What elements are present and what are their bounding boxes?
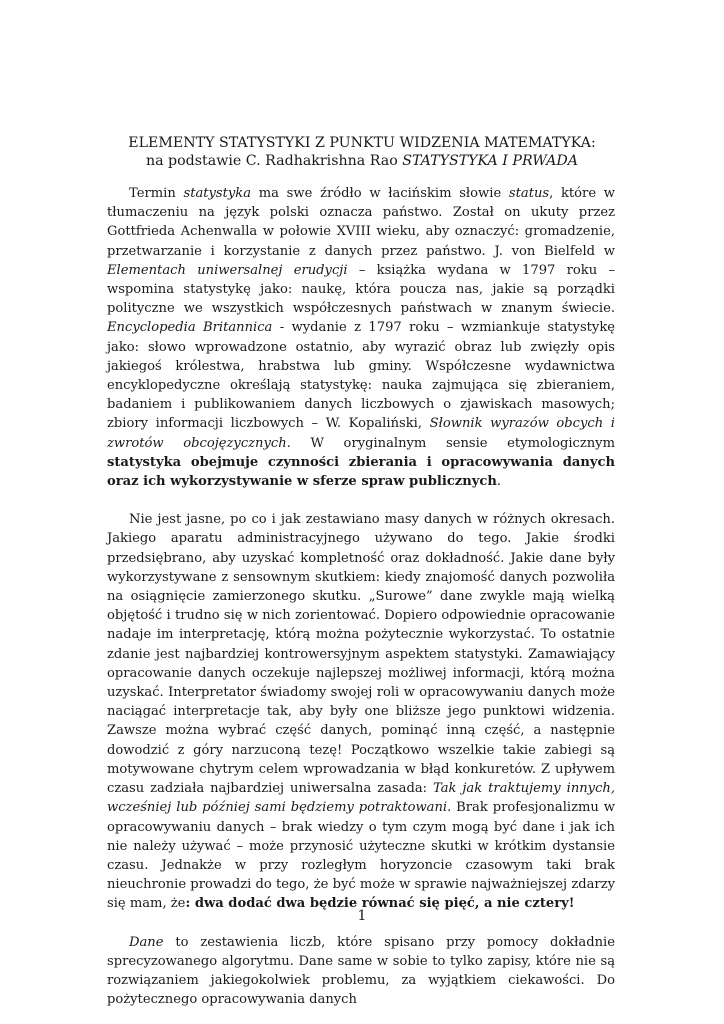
text-run: to zestawienia liczb, które spisano przy pomocy dokładnie sprecyzowanego algorytmu. Dane same w sobie to tylko zapisy, które nie są rozwiązaniem jakiegokolwiek problemu, za wyjątkiem ciekawości. Do pożytecznego opracowywania danych — [107, 934, 615, 1008]
bold-run: statystyka obejmuje czynności zbierania i opracowywania danych oraz ich wykorzystywanie w sferze spraw publicznych — [107, 454, 615, 490]
italic-run: status — [508, 186, 550, 201]
paragraph-3 — [107, 933, 615, 1010]
title-line-2 — [0, 152, 724, 170]
text-run: , które w tłumaczeniu na język polski oznacza państwo. Został on ukuty przez Gottfrieda Achenwalla w połowie XVIII wieku, aby oznaczyć: gromadzenie, przetwarzanie i korzystanie z danych przez państwo. J. von Bielfeld w — [107, 186, 615, 259]
text-run: Brak profesjonalizmu w opracowywaniu danych – brak wiedzy o tym czym mogą być dane i jak ich nie należy używać – może przynosić użyteczne skutki w krótkim dystansie czasu. Jednakże w przy rozległym horyzoncie czasowym taki brak nieuchronie prowadzi do tego, że być może w sprawie najważniejszej zdarzy się mam, że — [107, 800, 615, 912]
bold-run: : dwa dodać dwa będzie równać się pięć, a nie cztery! — [185, 896, 575, 912]
text-run: ma swe źródło w łacińskim słowie — [251, 186, 509, 201]
book-title: STATYSTYKA I PRWADA — [402, 153, 579, 169]
text-run: – książka wydana w 1797 roku – wspomina statystykę jako: naukę, która poucza nas, jakie są porządki polityczne we wszystkich współczesnych państwach w znanym świecie. — [107, 262, 615, 317]
page-number: 1 — [357, 908, 367, 924]
italic-run: Tak jak traktujemy innych, wcześniej lub później sami będziemy potraktowani. — [107, 781, 616, 816]
title-line-1: ELEMENTY STATYSTYKI Z PUNKTU WIDZENIA MATEMATYKA: — [128, 135, 596, 151]
text-run: W oryginalnym sensie etymologicznym — [290, 435, 615, 451]
paragraph-2 — [107, 510, 615, 913]
title-line-2-prefix: na podstawie C. Radhakrishna Rao — [145, 153, 403, 169]
italic-run: Słownik wyrazów obcych i zwrotów obcojęzycznych. — [107, 416, 615, 451]
document-body — [107, 184, 615, 1009]
text-run: Nie jest jasne, po co i jak zestawiano masy danych w różnych okresach. Jakiego aparatu administracyjnego używano do tego. Jakie środki przedsiębrano, aby uzyskać kompletność oraz dokładność. Jakie dane były wykorzystywane z sensownym skutkiem: kiedy znajomość danych pozwoliła na osiągnięcie zamierzonego skutku. „Surowe” dane zwykle mają wielką objętość i trudno się w nich zorientować. Dopiero odpowiednie opracowanie nadaje im interpretację, którą można pożytecznie wykorzystać. To ostatnie zdanie jest najbardziej kontrowersyjnym aspektem statystyki. Zamawiający opracowanie danych oczekuje najlepszej możliwej informacji, którą można uzyskać. Interpretator świadomy swojej roli w opracowywaniu danych może naciągać interpretacje tak, aby były one bliższe jego punktowi widzenia. Zawsze można wybrać część danych, pominąć inną część, a następnie dowodzić z góry narzuconą tezę! Początkowo wszelkie takie zabiegi są motywowane chytrym celem wprowadzania w błąd konkuretów. Z upływem czasu zadziała najbardziej uniwersalna zasada: — [107, 512, 615, 797]
text-run: - wydanie z 1797 roku – wzmiankuje statystykę jako: słowo wprowadzone ostatnio, aby wyrazić obraz lub zwięzły opis jakiegoś królestwa, hrabstwa lub gminy. Współczesne wydawnictwa encyklopedyczne określają statystykę: nauka zajmująca się zbieraniem, badaniem i publikowaniem danych liczbowych o zjawiskach masowych; zbiory informacji liczbowych – W. Kopaliński, — [107, 320, 616, 432]
italic-run: Encyclopedia Britannica — [107, 320, 273, 336]
italic-run: statystyka — [183, 186, 252, 201]
text-run: Termin — [129, 186, 184, 201]
italic-run: Dane — [129, 934, 164, 950]
document-title — [0, 134, 724, 170]
text-run: . — [496, 474, 502, 490]
paragraph-1 — [107, 184, 615, 491]
italic-run: Elementach uniwersalnej erudycji — [107, 262, 348, 278]
